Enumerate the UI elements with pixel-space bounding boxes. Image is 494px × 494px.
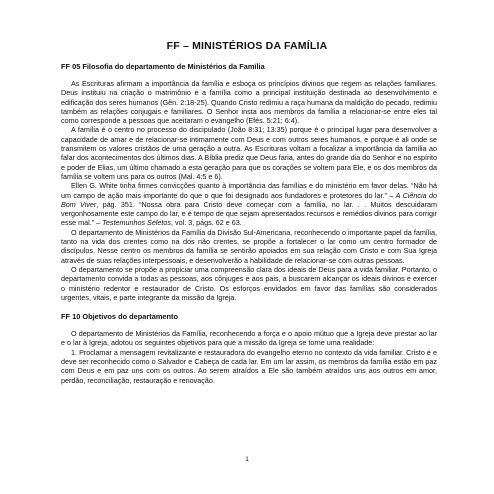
objective-item-1: 1. Proclamar a mensagem revitalizante e restauradora do evangelho eterno no contexto da vida familiar. Cristo é e deve ser reconhecido como o Salvador e Cabeça de cada lar. Em um lar assim, os membros da família estão em paz com Deus e em paz uns com os outros. Ao serem atraídos a Ele são também atraídos uns aos outros em amor, perdão, reconciliação, restauração e renovação. [61,347,437,385]
citation-ciencia-do-bom-viver: A Ciência do Bom Viver [61,190,437,209]
quote-text-2: , pág. 351. “Nossa obra para Cristo deve começar com a família, no lar. . . Muitos descuidaram vergonhosamente este campo do lar, e é tempo de que sejam apresentados recursos e remédios divinos para corrigir esse mal.” – [61,199,437,228]
quote-text-3: , vol. 3, págs. 62 e 63. [171,218,242,228]
paragraph-ellen-white [61,181,437,227]
paragraph-scriptures: As Escrituras afirmam a importância da família e esboça os princípios divinos que regem as relações familiares. Deus instituiu na criação o matrimônio e a família como a principal instituição destinada ao desenvolvimento e edificação dos seres humanos (Gên. 2:18-25). Quando Cristo redimiu a raça humana da maldição do pecado, redimiu também as relações conjugais e familiares. O Senhor insta aos membros da família a relacionar-se entre eles tal como corresponde a pessoas que aceitaram o evangelho (Efés. 5:21; 6:4). [61,79,437,126]
section-heading-ff05: FF 05 Filosofia do departamento de Ministérios da Família [61,62,265,71]
quote-text-1: Ellen G. White tinha firmes convicções quanto à importância das famílias e do ministério em favor delas. “Não há um campo de ação mais importante do que o que foi designado aos fundadores e protetores do lar.” – [61,181,437,200]
paragraph-ideals: O departamento se propõe a propiciar uma compreensão clara dos ideais de Deus para a vida familiar. Portanto, o departamento convida a todas as pessoas, aos cônjuges e aos pais, a buscarem alcançar os ideais divinos e exercer o ministério redentor e restaurador de Cristo. Os esforços envidados em favor das famílias são considerados urgentes, vitais, e parte integrante da missão da Igreja. [61,264,437,302]
document-title: FF – MINISTÉRIOS DA FAMÍLIA [166,40,328,52]
paragraph-objectives-intro: O departamento de Ministérios da Família, reconhecendo a força e o apoio mútuo que a Igreja deve prestar ao lar e o lar à Igreja, adotou os seguintes objetivos para que a missão da Igreja se torne uma realidade: [61,329,437,348]
citation-testemunhos-seletos: Testemunhos Seletos [102,218,172,228]
document-body [61,62,437,385]
paragraph-division: O departamento de Ministérios da Família da Divisão Sul-Americana, reconhecendo o importante papel da família, tanto na vida dos crentes como na dos não crentes, se propõe a fortalecer o lar como um centro formador de discípulos. Nesse centro os membros da família se sentirão apoiados em sua relação com Cristo e com Sua Igreja através de suas relações interpessoais, e desenvolverão a habilidade de relacionar-se com outras pessoas. [61,227,437,265]
section-heading-ff10: FF 10 Objetivos do departamento [61,312,179,322]
page-number: 1 [245,456,249,463]
paragraph-discipleship: A família é o centro no processo do discipulado (João 8:31; 13:35) porque é o principal lugar para desenvolver a capacidade de amar e de relacionar-se intimamente com Deus e com outros seres humanos, e porque é ali onde se transmitem os valores cristãos de uma geração a outra. As Escrituras voltam a focalizar a importância da família ao falar dos acontecimentos dos últimos dias. A Bíblia prediz que Deus faria, antes do grande dia do Senhor e no espírito e poder de Elias, um último chamado a esta geração para que os corações se voltem para Ele, e os dos membros da família se voltem uns para os outros (Mal. 4:5 e 6). [61,125,437,181]
